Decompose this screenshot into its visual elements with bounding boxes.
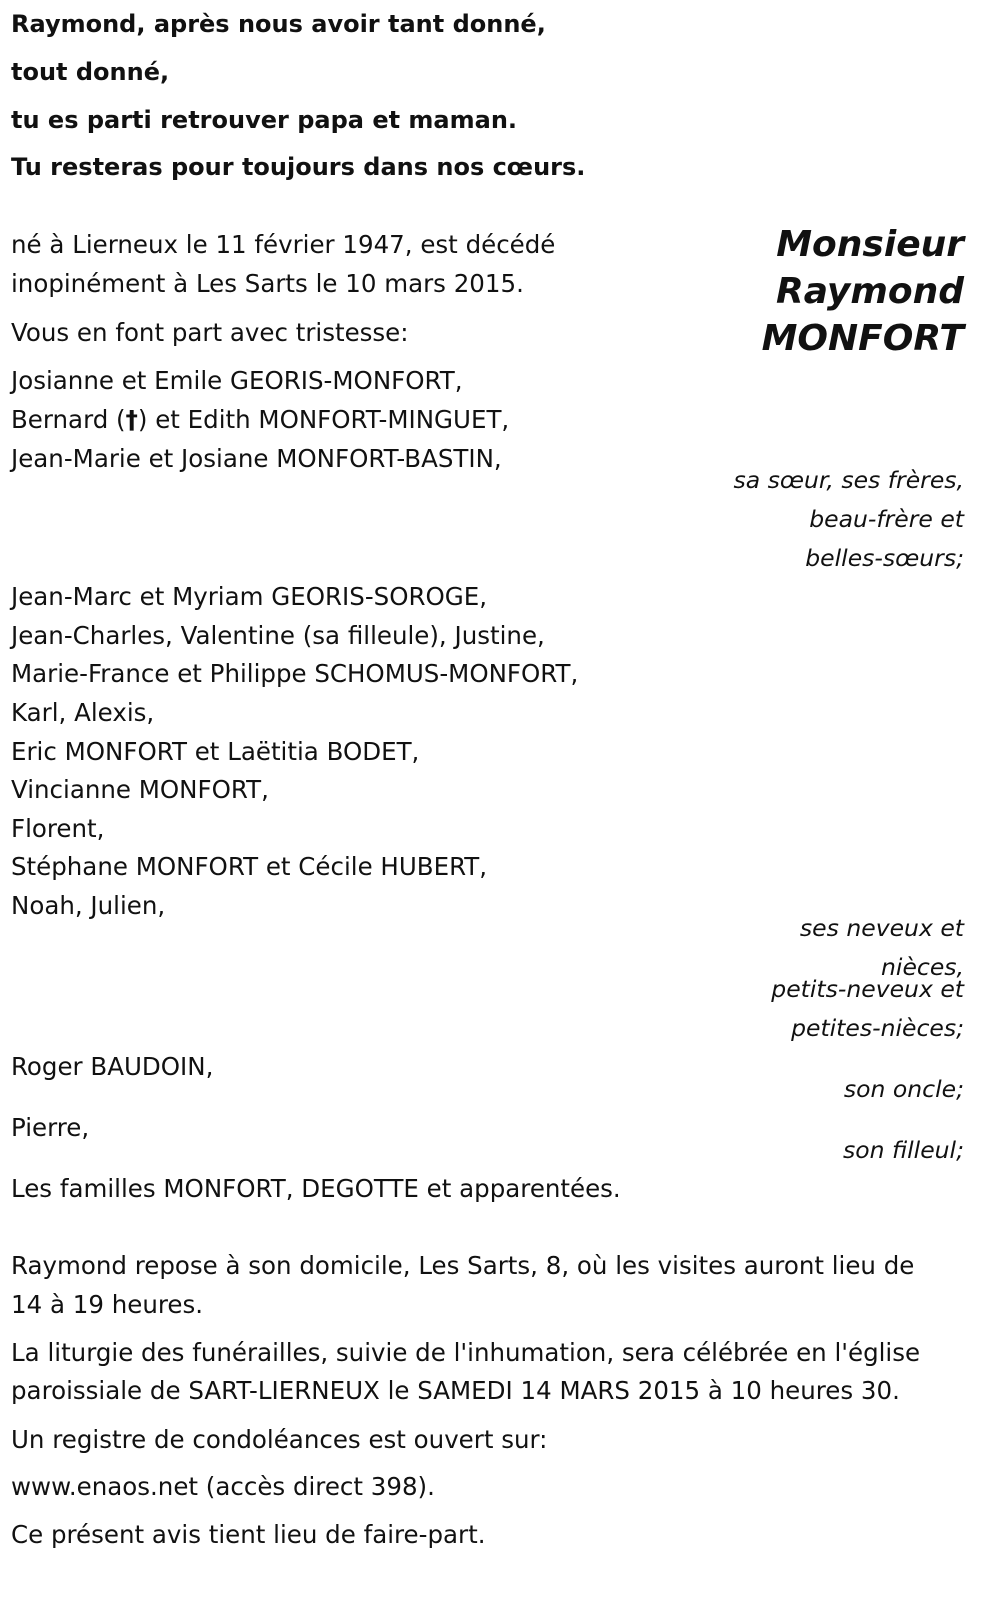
- deceased-first-name: Raymond: [775, 271, 964, 312]
- siblings-role: sa sœur, ses frères,: [733, 466, 964, 494]
- sibling-name-part: Bernard (: [11, 405, 126, 434]
- closing-line: Ce présent avis tient lieu de faire-part.: [11, 1520, 486, 1549]
- closing-line: Raymond repose à son domicile, Les Sarts, 8, où les visites auront lieu de: [11, 1251, 915, 1280]
- nephews-role: ses neveux et: [799, 914, 964, 942]
- sibling-name-part: ) et Edith MONFORT-MINGUET,: [137, 405, 510, 434]
- closing-line: La liturgie des funérailles, suivie de l'inhumation, sera célébrée en l'église: [11, 1338, 921, 1367]
- announcement: Vous en font part avec tristesse:: [11, 318, 409, 347]
- nephew-line: Eric MONFORT et Laëtitia BODET,: [11, 737, 420, 766]
- nephew-line: Vincianne MONFORT,: [11, 775, 269, 804]
- grand-nephews-role: petites-nièces;: [791, 1014, 964, 1042]
- siblings-role: beau-frère et: [809, 505, 964, 533]
- closing-line: 14 à 19 heures.: [11, 1290, 204, 1319]
- verse-line: Raymond, après nous avoir tant donné,: [11, 10, 546, 38]
- condolence-website: www.enaos.net (accès direct 398).: [11, 1472, 435, 1501]
- godson-role: son filleul;: [842, 1136, 964, 1164]
- grand-nephews-role: petits-neveux et: [771, 975, 964, 1003]
- birth-death-line: inopinément à Les Sarts le 10 mars 2015.: [11, 269, 524, 298]
- nephew-line: Florent,: [11, 814, 105, 843]
- verse-line: tout donné,: [11, 58, 170, 86]
- deceased-last-name: MONFORT: [761, 318, 964, 359]
- verse-line: tu es parti retrouver papa et maman.: [11, 106, 518, 134]
- siblings-role: belles-sœurs;: [805, 544, 964, 572]
- nephew-line: Jean-Marc et Myriam GEORIS-SOROGE,: [11, 582, 488, 611]
- nephew-line: Karl, Alexis,: [11, 698, 155, 727]
- nephew-line: Noah, Julien,: [11, 891, 166, 920]
- deceased-cross-icon: †: [125, 405, 138, 434]
- sibling-line: Josianne et Emile GEORIS-MONFORT,: [11, 366, 463, 395]
- closing-line: paroissiale de SART-LIERNEUX le SAMEDI 14 MARS 2015 à 10 heures 30.: [11, 1376, 900, 1405]
- families-line: Les familles MONFORT, DEGOTTE et apparentées.: [11, 1174, 621, 1203]
- nephew-line: Jean-Charles, Valentine (sa filleule), Justine,: [11, 621, 545, 650]
- sibling-line: [11, 405, 509, 434]
- closing-line: Un registre de condoléances est ouvert sur:: [11, 1425, 548, 1454]
- godson-name: Pierre,: [11, 1113, 90, 1142]
- deceased-title: Monsieur: [776, 224, 964, 265]
- nephews-role: nièces,: [881, 953, 964, 981]
- nephew-line: Stéphane MONFORT et Cécile HUBERT,: [11, 852, 488, 881]
- uncle-name: Roger BAUDOIN,: [11, 1052, 214, 1081]
- verse-line: Tu resteras pour toujours dans nos cœurs.: [11, 153, 586, 181]
- birth-death-line: né à Lierneux le 11 février 1947, est décédé: [11, 230, 556, 259]
- sibling-line: Jean-Marie et Josiane MONFORT-BASTIN,: [11, 444, 502, 473]
- uncle-role: son oncle;: [843, 1075, 964, 1103]
- nephew-line: Marie-France et Philippe SCHOMUS-MONFORT,: [11, 659, 579, 688]
